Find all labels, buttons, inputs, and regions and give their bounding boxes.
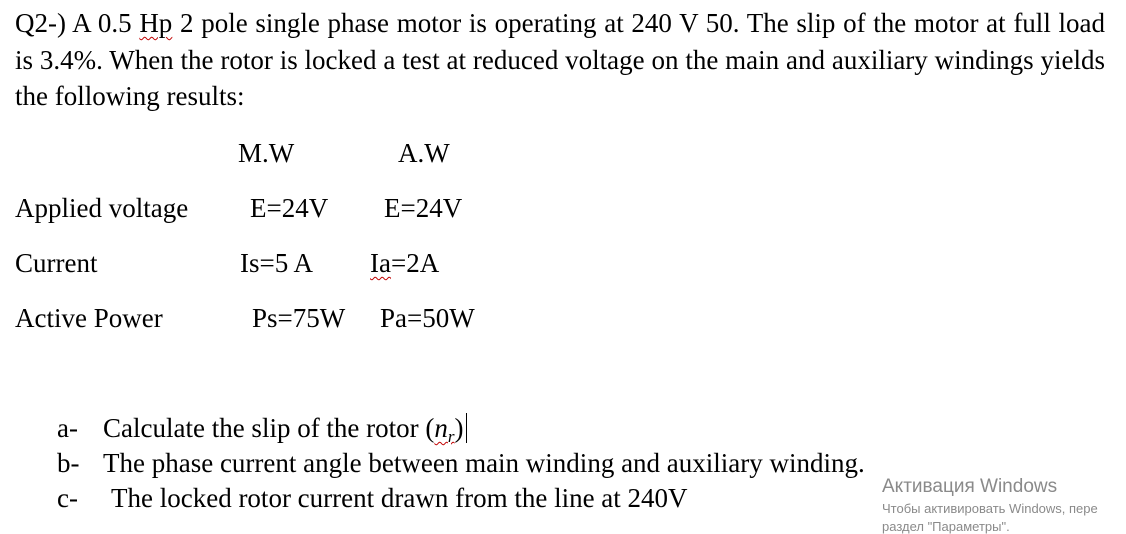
- row-label-current: Current: [15, 248, 98, 278]
- cell-mw-voltage: E=24V: [250, 193, 329, 223]
- cell-aw-voltage: E=24V: [384, 193, 463, 223]
- ia-value: =2A: [390, 248, 440, 278]
- cell-mw-current: Is=5 A: [240, 248, 313, 278]
- header-main-winding: M.W: [238, 138, 295, 168]
- ia-symbol: Ia: [370, 248, 391, 278]
- watermark-line2: раздел "Параметры".: [882, 519, 1010, 534]
- task-marker-a: a-: [57, 413, 78, 443]
- rotor-speed-symbol: [434, 413, 455, 446]
- task-marker-c: c-: [57, 483, 78, 513]
- header-aux-winding: A.W: [398, 138, 450, 168]
- task-a-text: Calculate the slip of the rotor (: [103, 413, 435, 443]
- cell-aw-current: [370, 247, 439, 279]
- text-cursor: [466, 413, 467, 443]
- question-text: [15, 5, 1105, 115]
- watermark-title: Активация Windows: [882, 476, 1058, 497]
- cell-mw-power: Ps=75W: [252, 303, 346, 333]
- rotor-speed-sub: r: [447, 427, 455, 446]
- cell-aw-power: Pa=50W: [380, 303, 475, 333]
- task-item-b: [0, 447, 1126, 479]
- watermark-line1: Чтобы активировать Windows, пере: [882, 501, 1098, 516]
- task-a-close: ): [454, 413, 464, 443]
- task-text-c: The locked rotor current drawn from the line at 240V: [111, 483, 688, 513]
- question-part1: Q2-) A 0.5: [15, 8, 140, 38]
- hp-unit: Hp: [139, 8, 173, 38]
- row-label-applied-voltage: Applied voltage: [15, 193, 189, 223]
- task-text-b: The phase current angle between main winding and auxiliary winding.: [103, 448, 865, 478]
- rotor-speed-var: n: [434, 413, 448, 443]
- question-part2: 2 pole single phase motor is operating at 240 V 50. The slip of the motor at full load is 3.4%. When the rotor is locked a test at reduced voltage on the main and auxiliary windings yields the following results:: [15, 8, 1105, 111]
- row-label-active-power: Active Power: [15, 303, 163, 333]
- task-marker-b: b-: [57, 448, 80, 478]
- task-item-a: [0, 412, 1126, 444]
